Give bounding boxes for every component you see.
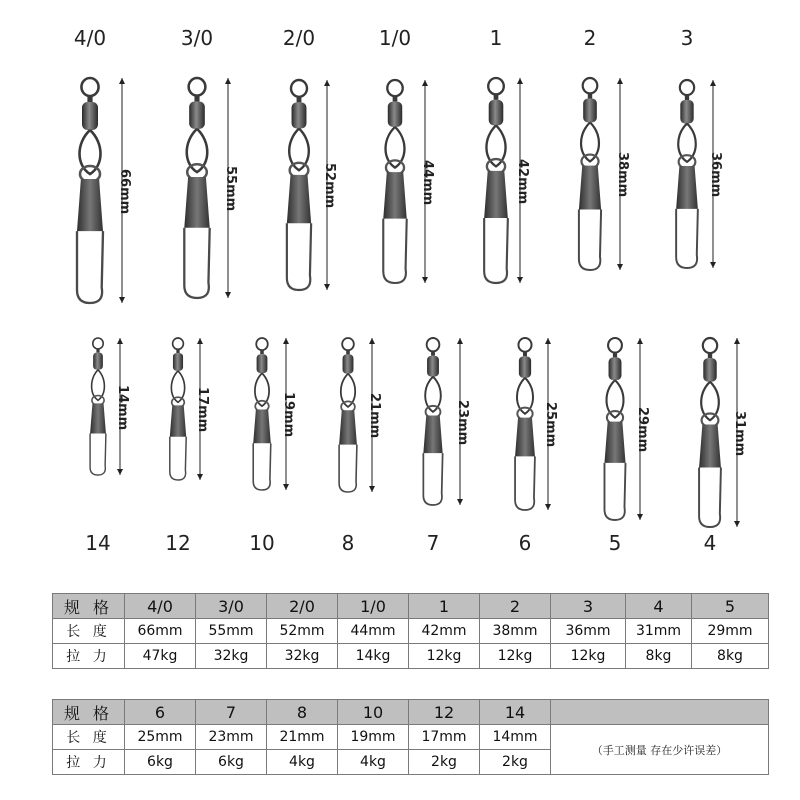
arrow-head-up [517, 78, 523, 84]
snap-sleeve [579, 166, 601, 210]
arrow-head-down [457, 499, 463, 505]
arrow-head-up [710, 80, 716, 86]
snap-wire [77, 231, 103, 303]
arrow-head-up [119, 78, 125, 84]
snap-wire [604, 463, 625, 520]
swivel-barrel [173, 353, 183, 371]
arrow-head-up [225, 78, 231, 84]
snap-sleeve [423, 416, 442, 454]
eye-ring [518, 338, 531, 352]
table-cell-length: 31mm [626, 619, 692, 644]
arrow-head-up [117, 338, 123, 344]
eye-ring [680, 80, 694, 95]
table-row [53, 644, 769, 669]
arrow-head-up [283, 338, 289, 344]
table-cell-length: 29mm [692, 619, 769, 644]
swivel-snap [339, 338, 357, 492]
header-tension: 拉 力 [53, 644, 125, 669]
table-row [53, 594, 769, 619]
table-cell-size: 3 [551, 594, 626, 619]
swivel-snap [484, 78, 508, 283]
snap-sleeve [604, 422, 625, 463]
table-row [53, 725, 769, 750]
length-label: 38mm [615, 152, 630, 198]
table-cell-size: 2 [480, 594, 551, 619]
table-cell-size: 5 [692, 594, 769, 619]
swivel-barrel [292, 102, 307, 128]
header-length: 长 度 [53, 725, 125, 750]
arrow-head-down [197, 474, 203, 480]
arrow-head-down [225, 292, 231, 298]
table-cell-length: 42mm [409, 619, 480, 644]
table-cell-size: 2/0 [267, 594, 338, 619]
swivel-barrel [703, 358, 716, 382]
arrow-head-up [637, 338, 643, 344]
length-label: 44mm [420, 159, 435, 205]
size-label: 4 [703, 531, 717, 555]
table-cell-length: 38mm [480, 619, 551, 644]
snap-sleeve [90, 403, 106, 433]
header-size: 规 格 [53, 594, 125, 619]
table-cell-tension: 2kg [409, 750, 480, 775]
length-label: 21mm [367, 393, 382, 439]
swivel-neck [260, 350, 264, 354]
size-label: 4/0 [73, 26, 107, 50]
eye-ring [387, 80, 402, 96]
swivel-neck [685, 95, 689, 100]
swivel-barrel [680, 100, 693, 123]
arrow-head-up [197, 338, 203, 344]
snap-sleeve [515, 418, 535, 457]
table-cell-tension: 32kg [196, 644, 267, 669]
table-cell-size: 1 [409, 594, 480, 619]
table-cell-tension: 14kg [338, 644, 409, 669]
arrow-head-down [710, 262, 716, 268]
arrow-head-down [119, 297, 125, 303]
snap-wire [170, 437, 186, 480]
length-label: 36mm [708, 152, 723, 198]
size-label: 12 [165, 531, 191, 555]
table-cell-tension: 8kg [692, 644, 769, 669]
snap-sleeve [253, 409, 271, 443]
arrow-head-up [617, 78, 623, 84]
swivel-barrel [189, 101, 205, 128]
table-cell-size: 8 [267, 700, 338, 725]
table-cell-length: 17mm [409, 725, 480, 750]
snap-wire [90, 433, 106, 475]
snap-wire [184, 228, 209, 298]
swivel-barrel [489, 100, 504, 126]
swivel-barrel [583, 98, 597, 122]
arrow-head-down [324, 284, 330, 290]
snap-wire [515, 456, 535, 510]
size-label: 5 [608, 531, 622, 555]
size-label: 3 [680, 26, 694, 50]
snap-sleeve [699, 424, 721, 467]
swivel-neck [708, 353, 712, 358]
size-label: 3/0 [180, 26, 214, 50]
snap-wire [579, 209, 601, 270]
snap-sleeve [170, 405, 186, 436]
header-tension: 拉 力 [53, 750, 125, 775]
table-cell-tension: 47kg [125, 644, 196, 669]
arrow-head-down [117, 469, 123, 475]
arrow-head-down [617, 264, 623, 270]
swivel-snap [604, 338, 625, 520]
swivel-neck [194, 96, 199, 102]
arrow-head-down [517, 277, 523, 283]
snap-wire [484, 218, 508, 283]
length-label: 23mm [455, 399, 470, 445]
table-cell-tension: 32kg [267, 644, 338, 669]
snap-wire [253, 443, 271, 490]
spec-table-top [52, 593, 769, 669]
eye-ring [342, 338, 354, 350]
swivel-snap [699, 338, 721, 527]
eye-ring [703, 338, 717, 353]
swivel-snap [423, 338, 442, 505]
table-cell-size: 14 [480, 700, 551, 725]
swivel-snap [579, 78, 601, 270]
length-label: 25mm [543, 402, 558, 448]
snap-wire [423, 453, 442, 505]
swivel-snap [170, 338, 186, 480]
spec-table-bottom [52, 699, 769, 775]
table-cell-length: 36mm [551, 619, 626, 644]
swivel-neck [87, 96, 92, 102]
snap-wire [699, 468, 721, 527]
table-cell-tension: 2kg [480, 750, 551, 775]
table-cell-tension: 12kg [480, 644, 551, 669]
swivel-snap [184, 78, 209, 298]
snap-sleeve [339, 410, 357, 444]
swivel-barrel [93, 353, 103, 370]
size-label: 2 [583, 26, 597, 50]
table-cell-tension: 12kg [551, 644, 626, 669]
swivel-barrel [343, 354, 354, 373]
swivel-snap [90, 338, 106, 475]
length-label: 31mm [732, 410, 747, 456]
arrow-head-down [283, 484, 289, 490]
swivel-neck [176, 349, 179, 353]
size-label: 14 [85, 531, 111, 555]
length-label: 52mm [322, 163, 337, 209]
length-label: 19mm [281, 392, 296, 438]
snap-wire [339, 445, 357, 492]
snap-sleeve [77, 179, 103, 231]
header-size: 规 格 [53, 700, 125, 725]
swivel-barrel [609, 357, 622, 380]
swivel-barrel [257, 354, 268, 373]
swivel-barrel [519, 356, 531, 377]
table-cell-length: 25mm [125, 725, 196, 750]
eye-ring [583, 78, 598, 93]
swivel-snap [383, 80, 406, 283]
eye-ring [173, 338, 184, 349]
table-cell-tension: 6kg [196, 750, 267, 775]
swivel-snap [77, 78, 103, 303]
snap-sleeve [383, 172, 406, 219]
table-cell-size: 4/0 [125, 594, 196, 619]
swivel-barrel [427, 356, 439, 377]
table-cell-length: 55mm [196, 619, 267, 644]
swivel-barrel [82, 102, 98, 130]
size-label: 6 [518, 531, 532, 555]
table-cell-tension: 8kg [626, 644, 692, 669]
table-cell-tension: 4kg [267, 750, 338, 775]
swivel-neck [431, 351, 435, 355]
length-label: 42mm [515, 158, 530, 204]
arrow-head-up [422, 80, 428, 86]
table-cell-empty [551, 700, 769, 725]
arrow-head-up [457, 338, 463, 344]
table-cell-length: 52mm [267, 619, 338, 644]
swivel-snap [515, 338, 535, 510]
arrow-head-down [422, 277, 428, 283]
swivel-snap [253, 338, 271, 490]
arrow-head-down [734, 521, 740, 527]
arrow-head-down [369, 486, 375, 492]
snap-sleeve [287, 175, 311, 223]
eye-ring [488, 78, 504, 94]
table-cell-length: 14mm [480, 725, 551, 750]
table-cell-tension: 6kg [125, 750, 196, 775]
table-cell-length: 21mm [267, 725, 338, 750]
snap-sleeve [484, 171, 508, 218]
swivel-snap [287, 80, 311, 290]
arrow-head-up [369, 338, 375, 344]
eye-ring [256, 338, 268, 350]
snap-wire [676, 209, 698, 268]
table-cell-size: 12 [409, 700, 480, 725]
snap-sleeve [676, 166, 698, 209]
swivel-neck [346, 350, 350, 354]
table-cell-length: 44mm [338, 619, 409, 644]
size-label: 2/0 [282, 26, 316, 50]
arrow-head-up [324, 80, 330, 86]
table-cell-tension: 12kg [409, 644, 480, 669]
measurement-note: （手工测量 存在少许误差） [551, 725, 769, 775]
swivel-neck [297, 97, 302, 103]
size-label: 10 [249, 531, 275, 555]
length-label: 55mm [223, 166, 238, 212]
eye-ring [81, 78, 98, 96]
table-cell-size: 3/0 [196, 594, 267, 619]
size-label: 8 [341, 531, 355, 555]
swivel-snap [676, 80, 698, 268]
arrow-head-up [734, 338, 740, 344]
header-length: 长 度 [53, 619, 125, 644]
length-label: 29mm [635, 407, 650, 453]
size-label: 7 [426, 531, 440, 555]
swivel-neck [393, 96, 398, 101]
swivel-neck [613, 353, 617, 358]
table-cell-size: 6 [125, 700, 196, 725]
table-cell-length: 66mm [125, 619, 196, 644]
length-label: 14mm [115, 384, 130, 430]
eye-ring [427, 338, 440, 351]
eye-ring [189, 78, 206, 96]
length-label: 66mm [117, 168, 132, 214]
table-cell-size: 1/0 [338, 594, 409, 619]
table-cell-size: 7 [196, 700, 267, 725]
arrow-head-up [545, 338, 551, 344]
swivel-barrel [388, 102, 402, 127]
swivel-neck [523, 352, 527, 357]
eye-ring [608, 338, 622, 353]
swivel-neck [96, 349, 99, 353]
snap-wire [287, 223, 311, 290]
swivel-neck [588, 93, 592, 98]
table-cell-tension: 4kg [338, 750, 409, 775]
table-cell-size: 4 [626, 594, 692, 619]
arrow-head-down [545, 504, 551, 510]
size-label: 1 [489, 26, 503, 50]
arrow-head-down [637, 514, 643, 520]
eye-ring [93, 338, 103, 349]
table-cell-length: 23mm [196, 725, 267, 750]
size-label: 1/0 [378, 26, 412, 50]
snap-wire [383, 219, 406, 283]
length-label: 17mm [195, 387, 210, 433]
eye-ring [291, 80, 307, 97]
table-cell-size: 10 [338, 700, 409, 725]
table-row [53, 619, 769, 644]
snap-sleeve [184, 177, 209, 228]
table-row [53, 700, 769, 725]
table-cell-length: 19mm [338, 725, 409, 750]
swivel-neck [494, 94, 499, 99]
